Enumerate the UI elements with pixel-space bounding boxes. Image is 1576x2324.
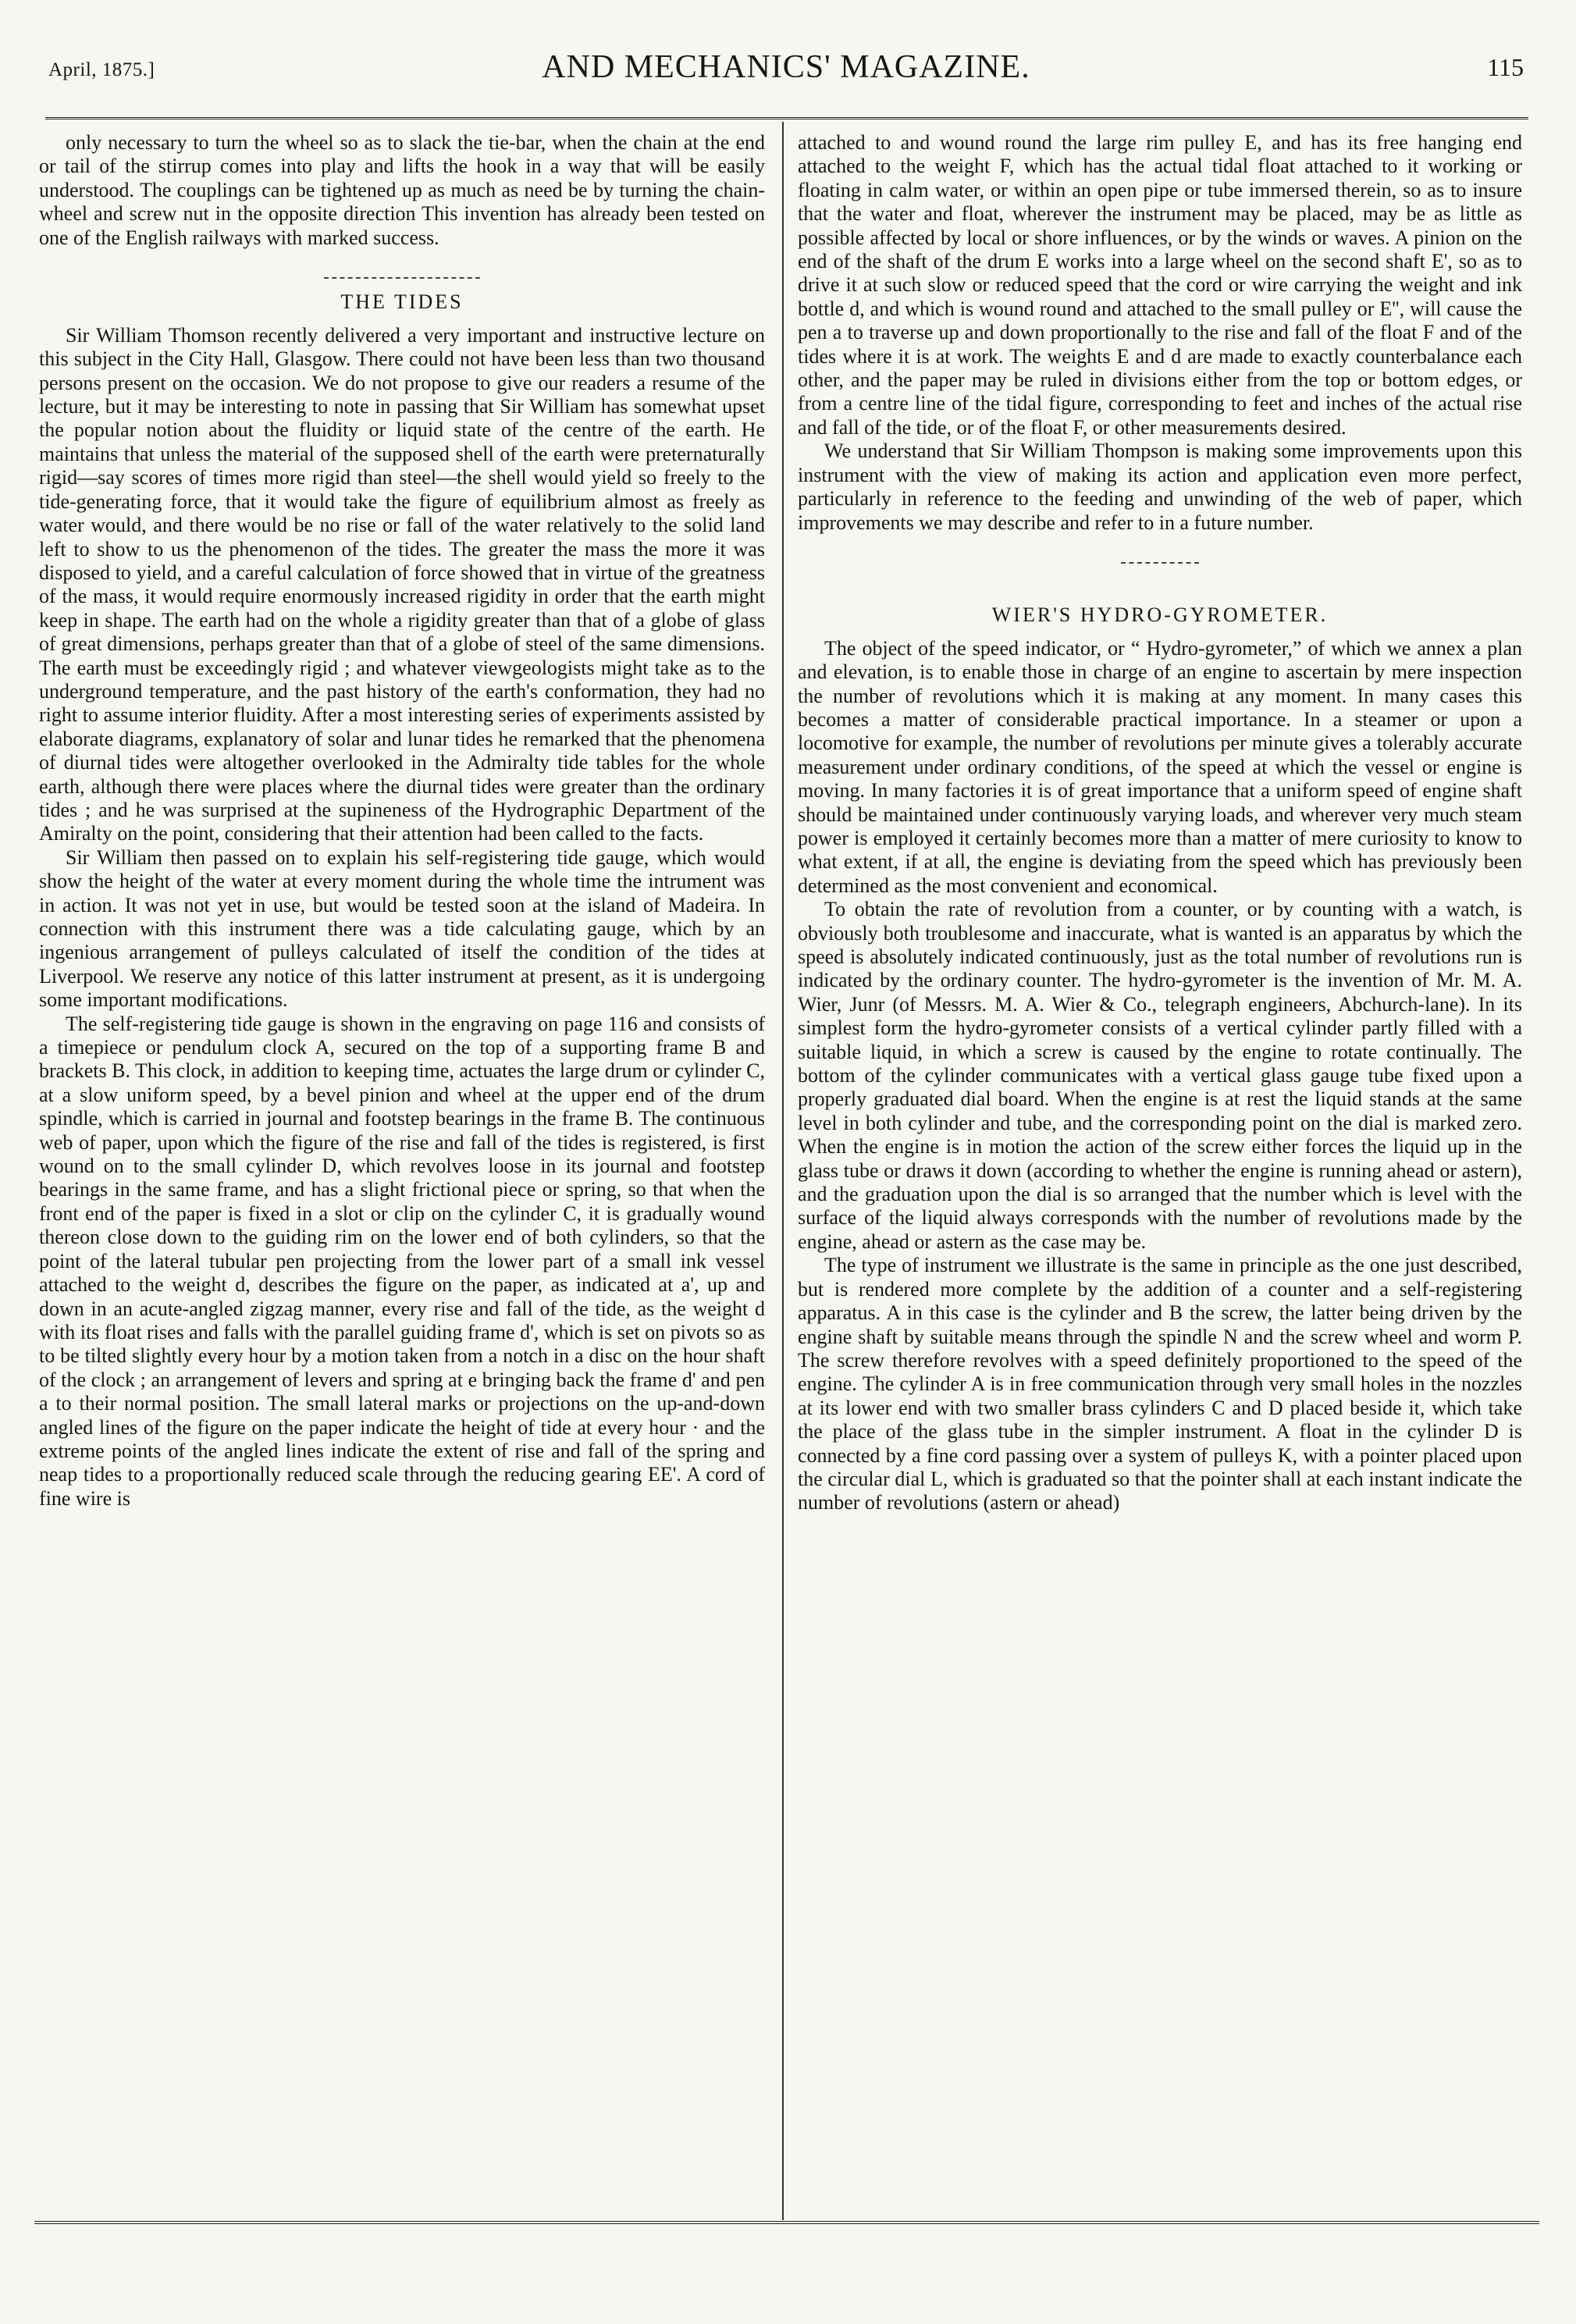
- article-title-tides: THE TIDES: [340, 290, 464, 314]
- header-rule: [45, 117, 1528, 123]
- article-paragraph: Sir William Thomson recently delivered a very important and instructive lecture on this subject in the City Hall, Glasgow. There could not have been less than two thousand persons present on the occasion. We do not propose to give our readers a resume of the lecture, but it may be interesting to note in passing that Sir William has somewhat upset the popular notion about the fluidity or liquid state of the centre of the earth. He maintains that unless the material of the supposed shell of the earth were preternaturally rigid—say scores of times more rigid than steel—the shell would yield so freely to the tide-generating force, that it would take the figure of equilibrium almost as freely as water would, and there would be no rise or fall of the water relatively to the solid land left to show to us the phenomenon of the tides. The greater the mass the more it was disposed to yield, and a careful calculation of force showed that in virtue of the greatness of the mass, it would require enormously increased rigidity in order that the earth might keep in shape. The earth had on the whole a rigidity greater than that of a globe of glass of great dimensions, perhaps greater than that of a globe of steel of the same dimensions. The earth must be exceedingly rigid ; and whatever viewgeologists might take as to the underground temperature, and the past history of the earth's conformation, they had no right to assume interior fluidity. After a most interesting series of experiments assisted by elaborate diagrams, explanatory of solar and lunar tides he remarked that the phenomena of diurnal tides were altogether overlooked in the Admiralty tide tables for the whole earth, although there were places where the diurnal tides were greater than the ordinary tides ; and he was surprised at the supineness of the Hydrographic Department of the Amiralty on the point, considering that their attention had been called to the facts.: [39, 323, 765, 845]
- column-divider: [782, 122, 784, 2220]
- article-paragraph: The type of instrument we illustrate is the same in principle as the one just described, but is rendered more complete by the addition of a counter and a self-registering apparatus. A in this case is the cylinder and B the screw, the latter being driven by the engine shaft by suitable means through the spindle N and the screw wheel and worm P. The screw therefore revolves with a speed definitely proportioned to the speed of the engine. The cylinder A is in free communication through very small holes in the nozzles at its lower end with two smaller brass cylinders C and D placed beside it, which take the place of the glass tube in the simpler instrument. A float in the cylinder D is connected by a fine cord passing over a system of pulleys K, with a pointer placed upon the circular dial L, which is graduated so that the pointer shall at each instant indicate the number of revolutions (astern or ahead): [798, 1254, 1522, 1514]
- section-divider: [39, 261, 765, 284]
- continued-paragraph: only necessary to turn the wheel so as to slack the tie-bar, when the chain at the end or tail of the stirrup comes into play and lifts the hook in a way that will be easily understood. The couplings can be tightened up as much as need be by turning the chain-wheel and screw nut in the opposite direction This invention has already been tested on one of the English railways with marked success.: [39, 131, 765, 249]
- right-column: [798, 131, 1522, 1515]
- article-paragraph: attached to and wound round the large rim pulley E, and has its free hanging end attached to the weight F, which has the actual tidal float attached to it working or floating in calm water, or within an open pipe or tube immersed therein, so as to insure that the water and float, wherever the instrument may be placed, may be as little as possible affected by local or shore influences, or by the winds or waves. A pinion on the end of the shaft of the drum E works into a large wheel on the second shaft E', so as to drive it at such slow or reduced speed that the cord or wire carrying the weight and ink bottle d, and which is wound round and attached to the small pulley or E'', will cause the pen a to traverse up and down proportionally to the rise and fall of the float F and of the tides where it is at work. The weights E and d are made to exactly counterbalance each other, and the paper may be ruled in divisions either from the top or bottom edges, or from a centre line of the tidal figure, corresponding to feet and inches of the actual rise and fall of the tide, or of the float F, or other measurements desired.: [798, 131, 1522, 439]
- page-header: [48, 48, 1524, 98]
- magazine-title: AND MECHANICS' MAGAZINE.: [542, 49, 1030, 85]
- article-paragraph: The object of the speed indicator, or “ Hydro-gyrometer,” of which we annex a plan and elevation, is to enable those in charge of an engine to ascertain by mere inspection the number of revolutions which it is making at any moment. In many cases this becomes a matter of considerable practical importance. In a steamer or upon a locomotive for example, the number of revolutions per minute gives a tolerably accurate measurement under ordinary conditions, of the speed at which the vessel or engine is moving. In many factories it is of great importance that a uniform speed of engine shaft should be maintained under continuously varying loads, and wherever very much steam power is employed it certainly becomes more than a matter of mere curiosity to know to what extent, if at all, the engine is deviating from the speed which has previously been determined as the most convenient and economical.: [798, 636, 1522, 897]
- article-title-hydro-gyrometer: WIER'S HYDRO-GYROMETER.: [991, 603, 1329, 627]
- article-paragraph: Sir William then passed on to explain his self-registering tide gauge, which would show the height of the water at every moment during the whole time the intrument was in action. It was not yet in use, but would be tested soon at the island of Madeira. In connection with this instrument there was a tide calculating gauge, which by an ingenious arrangement of pulleys calculated of itself the condition of the tides at Liverpool. We reserve any notice of this latter instrument at present, as it is undergoing some important modifications.: [39, 845, 765, 1012]
- section-spacer: [798, 575, 1522, 597]
- article-paragraph: We understand that Sir William Thompson is making some improvements upon this instrument with the view of making its action and application even more perfect, particularly in reference to the feeding and unwinding of the web of paper, which improvements we may describe and refer to in a future number.: [798, 440, 1522, 534]
- article-paragraph: To obtain the rate of revolution from a counter, or by counting with a watch, is obviously both troublesome and inaccurate, what is wanted is an apparatus by which the speed is absolutely indicated continuously, just as the total number of revolutions run is indicated by the ordinary counter. The hydro-gyrometer is the invention of Mr. M. A. Wier, Junr (of Messrs. M. A. Wier & Co., telegraph engineers, Abchurch-lane). In its simplest form the hydro-gyrometer consists of a vertical cylinder partly filled with a suitable liquid, in which a screw is caused by the engine to rotate continually. The bottom of the cylinder communicates with a vertical glass gauge tube fixed upon a properly graduated dial board. When the engine is at rest the liquid stands at the same level in both cylinder and tube, and the corresponding point on the dial is marked zero. When the engine is in motion the action of the screw either forces the liquid up in the glass tube or draws it down (according to whether the engine is running ahead or astern), and the graduation upon the dial is so arranged that the number which is level with the surface of the liquid always corresponds with the number of revolutions made by the engine, ahead or astern as the case may be.: [798, 898, 1522, 1253]
- issue-date: April, 1875.]: [48, 59, 155, 80]
- footer-rule: [34, 2221, 1539, 2230]
- article-paragraph: The self-registering tide gauge is shown in the engraving on page 116 and consists of a timepiece or pendulum clock A, secured on the top of a supporting frame B and brackets B. This clock, in addition to keeping time, actuates the large drum or cylinder C, at a slow uniform speed, by a bevel pinion and wheel at the upper end of the drum spindle, which is carried in journal and footstep bearings in the frame B. The continuous web of paper, upon which the figure of the rise and fall of the tides is registered, is first wound on to the small cylinder D, which revolves loose in its journal and footstep bearings in the same frame, and has a slight frictional piece or spring, so that when the front end of the paper is fixed in a slot or clip on the cylinder C, it is gradually wound thereon close down to the guiding rim on the lower end of both cylinders, so that the point of the lateral tubular pen projecting from the lower part of a small ink vessel attached to the weight d, describes the figure on the paper, as indicated at a', up and down in an acute-angled zigzag manner, every rise and fall of the tide, as the weight d with its float rises and falls with the parallel guiding frame d', which is set on pivots so as to be tilted slightly every hour by a motion taken from a notch in a disc on the hour shaft of the clock ; an arrangement of levers and spring at e bringing back the frame d' and pen a to their normal position. The small lateral marks or projections on the up-and-down angled lines of the figure on the paper indicate the height of tide at every hour · and the extreme points of the angled lines indicate the extent of rise and fall of the spring and neap tides to a proportionally reduced scale through the reducing gearing EE'. A cord of fine wire is: [39, 1012, 765, 1510]
- page-number: 115: [1487, 53, 1524, 81]
- section-divider: [798, 546, 1522, 569]
- left-column: [39, 131, 765, 1511]
